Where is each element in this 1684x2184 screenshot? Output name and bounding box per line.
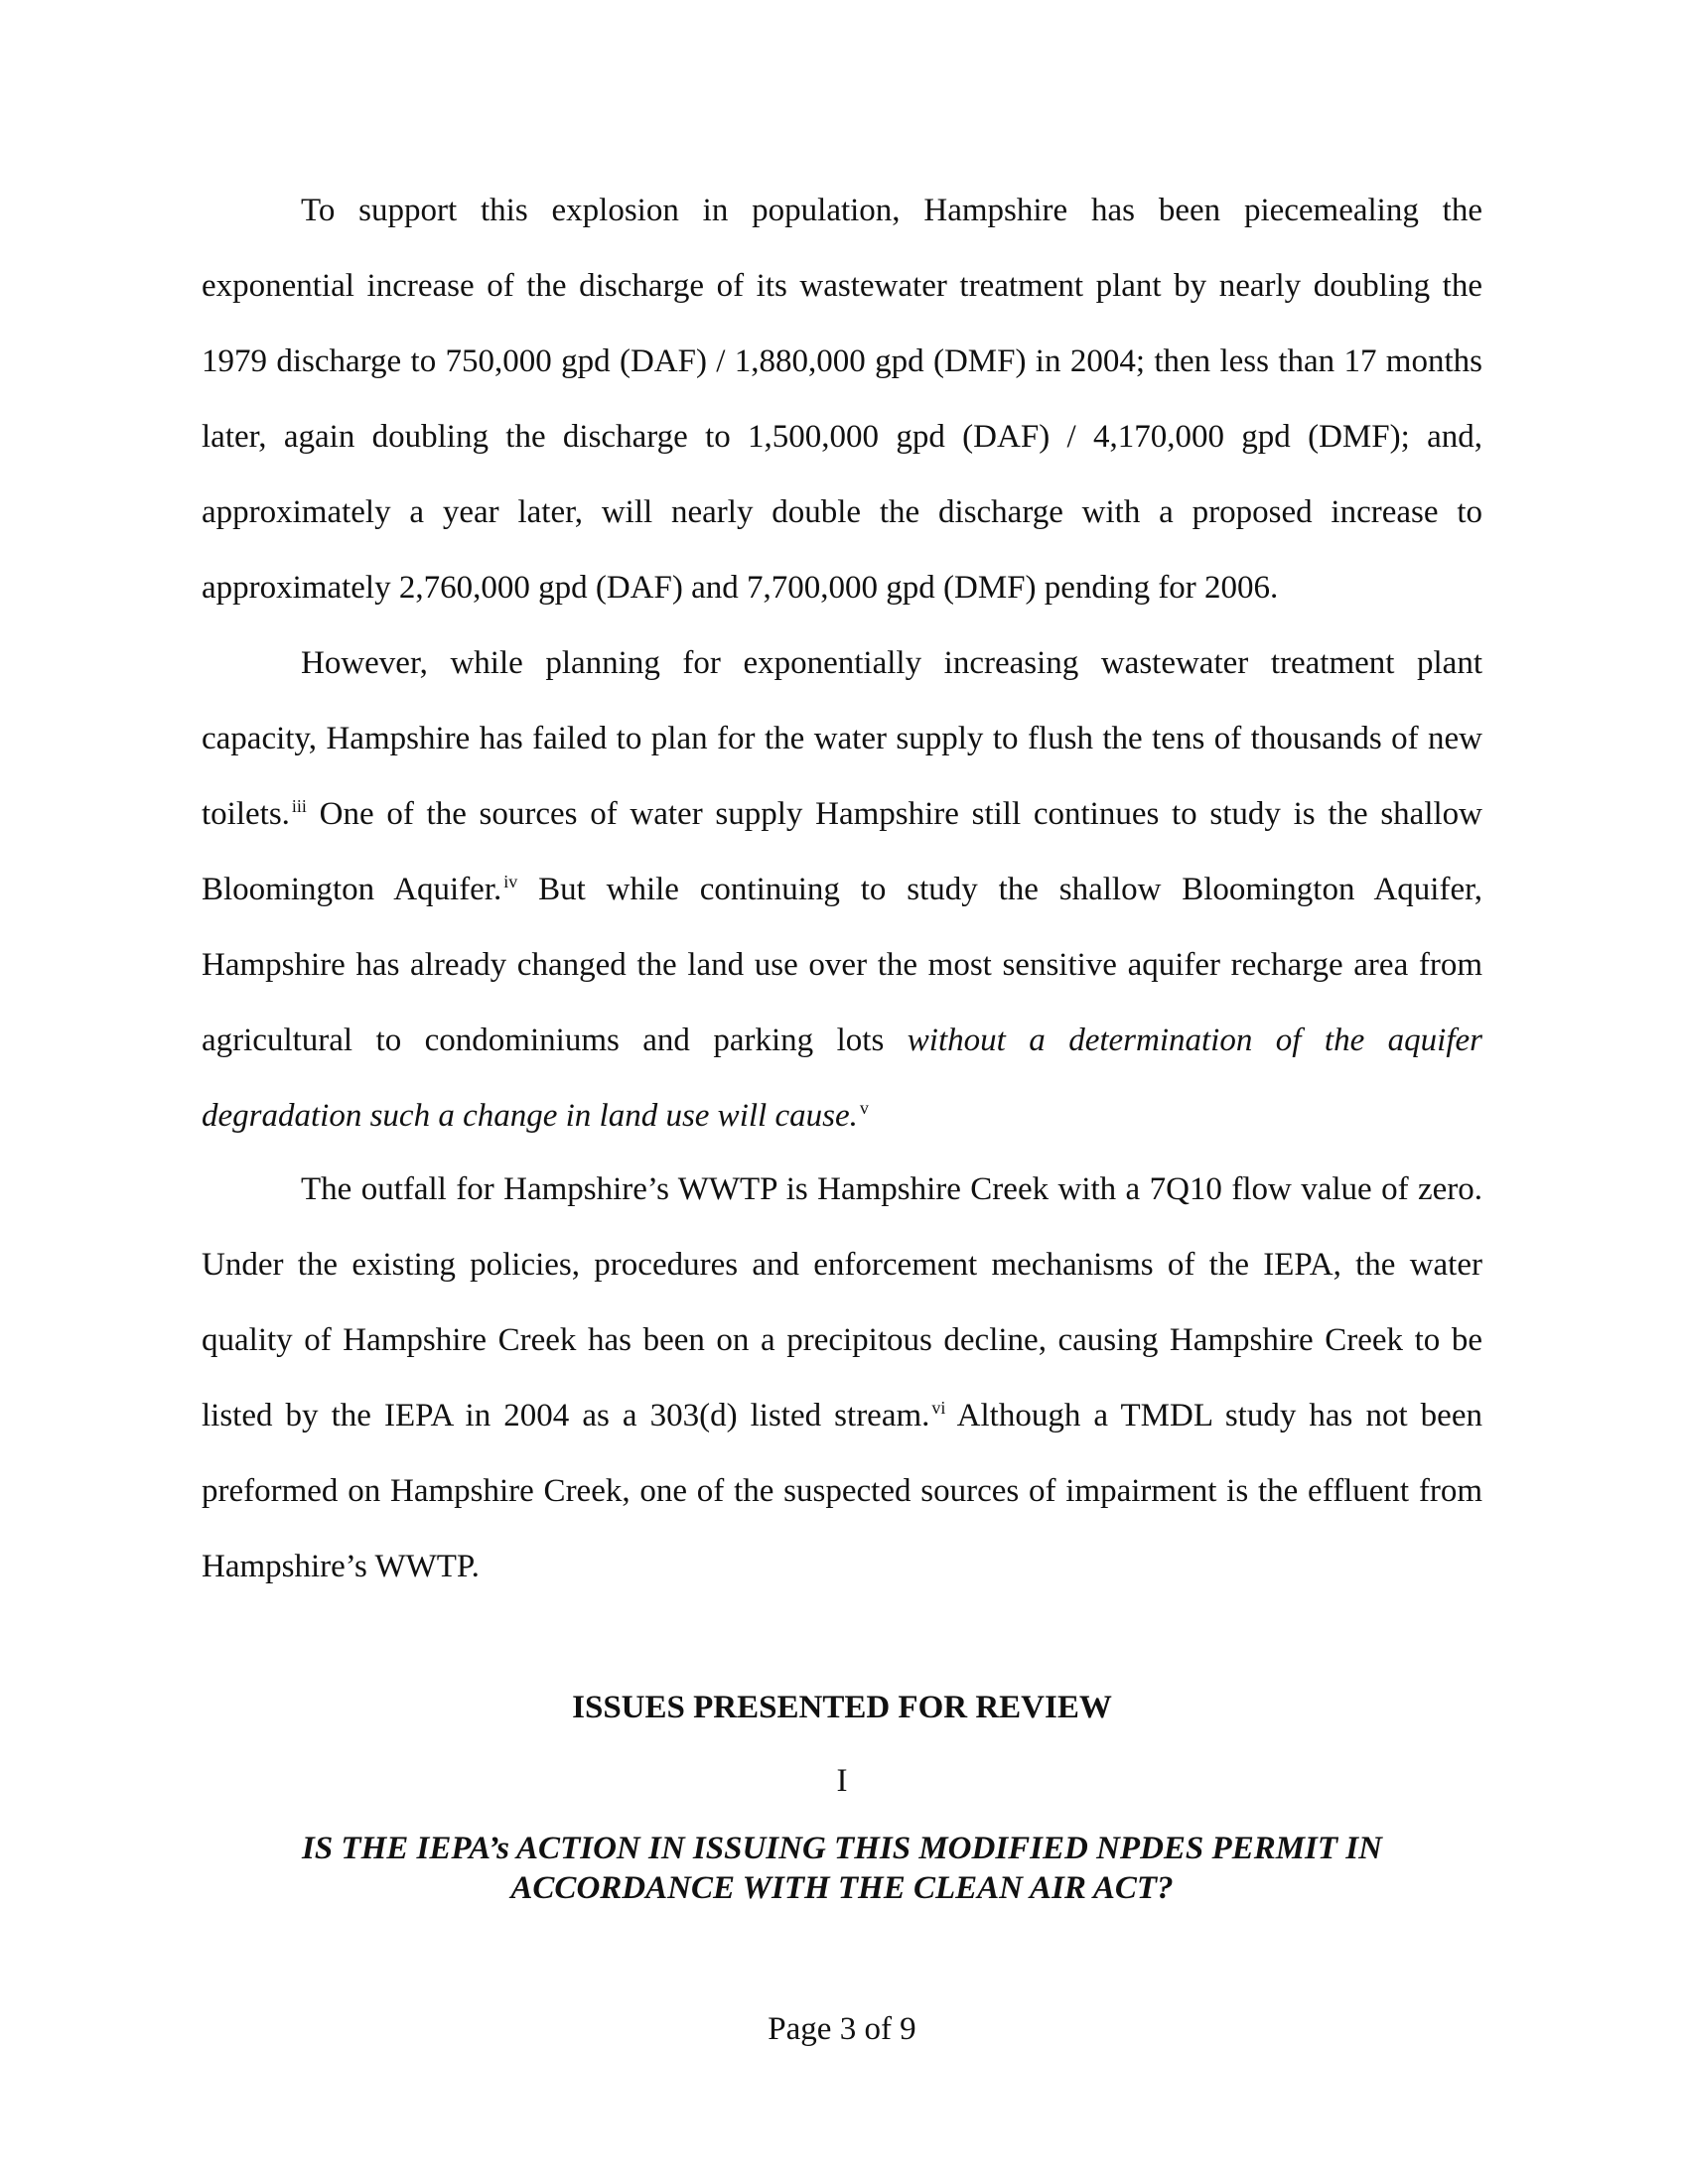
- paragraph-outfall: [202, 1152, 1482, 1604]
- issue-number: I: [836, 1763, 848, 1799]
- issue-question: [202, 1829, 1482, 1908]
- paragraph-text: To support this explosion in population, Hampshire has been piecemealing the exponential increase of the discharge of its wastewater treatment plant by nearly doubling the 1979 discharge to 750,000 gpd (DAF) / 1,880,000 gpd (DMF) in 2004; then less than 17 months later, again doubling the discharge to 1,500,000 gpd (DAF) / 4,170,000 gpd (DMF); and, approximately a year later, will nearly double the discharge with a proposed increase to approximately 2,760,000 gpd (DAF) and 7,700,000 gpd (DMF) pending for 2006.: [202, 193, 1482, 606]
- paragraph-text-b: One of the sources of water supply Hampshire still continues to study is the shallow Bloomington Aquifer.: [202, 796, 1482, 907]
- paragraph-population-discharge: [202, 173, 1482, 625]
- italic-emphasis: without a determination of the aquifer degradation such a change in land use will cause.: [202, 1023, 1483, 1134]
- paragraph-water-supply: [202, 625, 1482, 1154]
- issue-question-line-1: IS THE IEPA’s ACTION IN ISSUING THIS MODIFIED NPDES PERMIT IN: [301, 1831, 1382, 1866]
- footnote-marker-vi: vi: [931, 1398, 946, 1418]
- section-heading: ISSUES PRESENTED FOR REVIEW: [572, 1690, 1112, 1725]
- paragraph-text-b: Although a TMDL study has not been preformed on Hampshire Creek, one of the suspected sources of impairment is the effluent from Hampshire’s WWTP.: [202, 1398, 1482, 1584]
- issue-question-line-2: ACCORDANCE WITH THE CLEAN AIR ACT?: [510, 1870, 1174, 1906]
- paragraph-text-a: The outfall for Hampshire’s WWTP is Hampshire Creek with a 7Q10 flow value of zero. Under the existing policies, procedures and enforcement mechanisms of the IEPA, the water quality of Hampshire Creek has been on a precipitous decline, causing Hampshire Creek to be listed by the IEPA in 2004 as a 303(d) listed stream.: [202, 1171, 1482, 1433]
- page-number: Page 3 of 9: [768, 2011, 916, 2047]
- paragraph-text-c: But while continuing to study the shallow Bloomington Aquifer, Hampshire has already changed the land use over the most sensitive aquifer recharge area from agricultural to condominiums and parking lots: [202, 872, 1483, 1058]
- paragraph-text-a: However, while planning for exponentially increasing wastewater treatment plant capacity, Hampshire has failed to plan for the water supply to flush the tens of thousands of new toilets.: [202, 645, 1482, 832]
- footnote-marker-v: v: [859, 1098, 869, 1118]
- footnote-marker-iv: iv: [503, 872, 518, 891]
- footnote-marker-iii: iii: [291, 796, 307, 816]
